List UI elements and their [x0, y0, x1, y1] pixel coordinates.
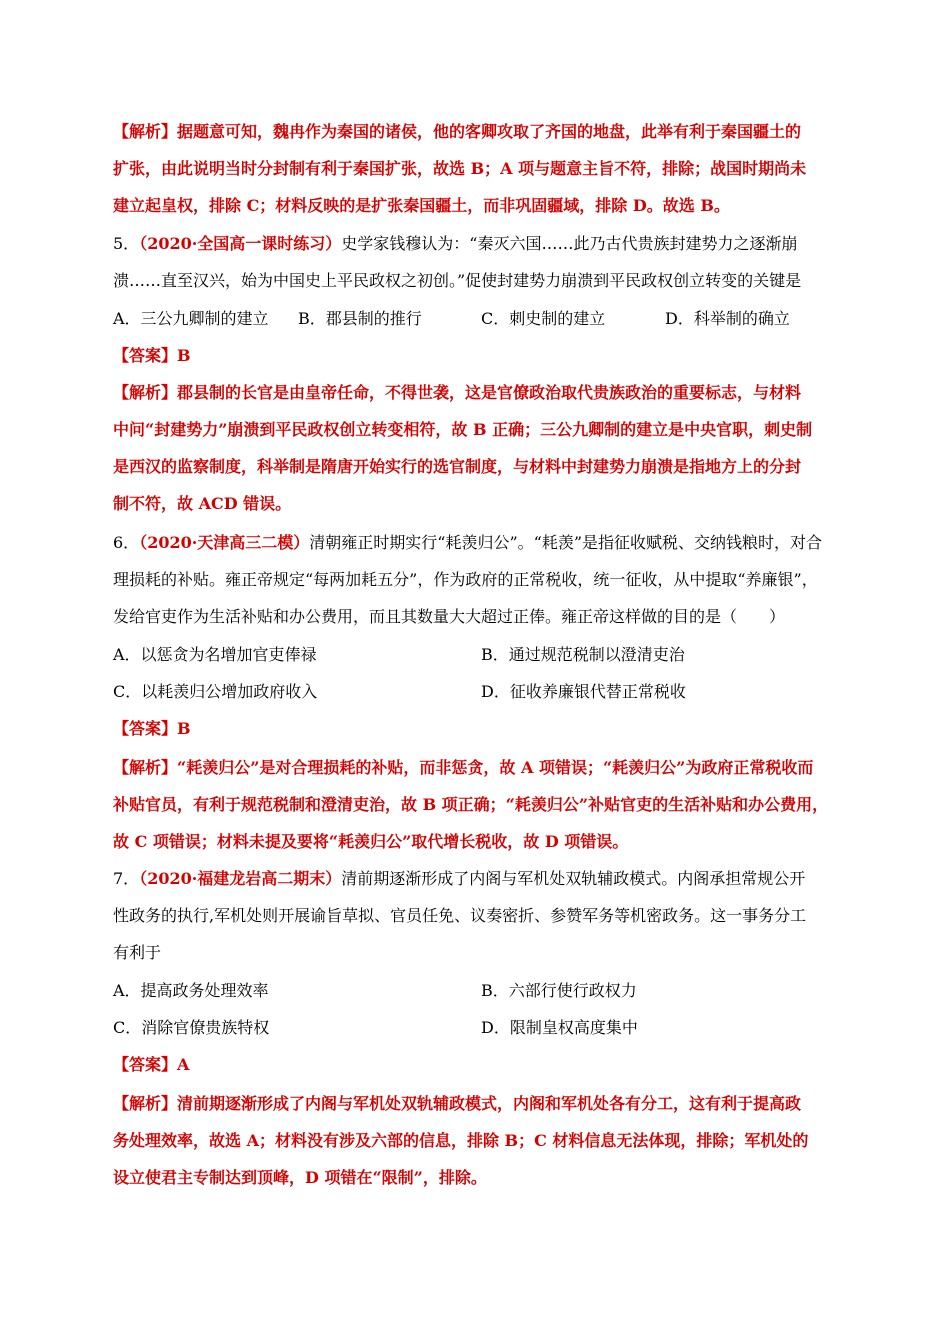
answer-7 [113, 1046, 839, 1083]
answer-value: B [177, 719, 191, 738]
question-5-options [113, 300, 839, 337]
analysis-label: 【解析】 [113, 758, 178, 777]
option-d[interactable]: D．限制皇权高度集中 [481, 1018, 638, 1037]
question-source: （2020·全国高一课时练习） [139, 234, 342, 253]
question-number: 6． [113, 533, 140, 552]
option-d[interactable]: D．科举制的确立 [665, 309, 790, 328]
analysis-line: 【解析】据题意可知，魏冉作为秦国的诸侯，他的客卿攻取了齐国的地盘，此举有利于秦国疆土的 [113, 122, 802, 141]
answer-6 [113, 710, 839, 747]
option-b[interactable]: B．通过规范税制以澄清吏治 [481, 645, 685, 664]
question-6-options-row2 [113, 673, 839, 710]
answer-value: B [177, 346, 191, 365]
question-number: 7． [113, 869, 140, 888]
option-b[interactable]: B．郡县制的推行 [298, 309, 422, 328]
option-a[interactable]: A．以惩贪为名增加官吏俸禄 [113, 645, 317, 664]
answer-value: A [177, 1055, 190, 1074]
analysis-6: 【解析】“耗羡归公”是对合理损耗的补贴，而非惩贪，故 A 项错误；“耗羡归公”为政府正常税收而 补贴官员，有利于规范税制和澄清吏治，故 B 项正确；“耗羡归公”补贴官吏的生活补贴和办公费用， 故 C 项错误；材料未提及要将“耗羡归公”取代增长税收，故 D 项错误。 [113, 758, 829, 851]
analysis-block-prev [113, 113, 839, 224]
answer-label: 【答案】 [113, 1055, 178, 1074]
option-d[interactable]: D．征收养廉银代替正常税收 [481, 682, 686, 701]
option-c[interactable]: C．以耗羡归公增加政府收入 [113, 682, 318, 701]
analysis-label: 【解析】 [113, 383, 178, 402]
question-7-options-row1 [113, 972, 839, 1009]
question-5: 5．（2020·全国高一课时练习）史学家钱穆认为：“秦灭六国……此乃古代贵族封建势力之逐渐崩 溃……直至汉兴，始为中国史上平民政权之初创。”促使封建势力崩溃到平民政权创立转变的关键是 [113, 234, 802, 290]
analysis-5: 【解析】郡县制的长官是由皇帝任命，不得世袭，这是官僚政治取代贵族政治的重要标志，与材料 中问“封建势力”崩溃到平民政权创立转变相符，故 B 正确；三公九卿制的建立是中央官职，刺史制 是西汉的监察制度，科举制是隋唐开始实行的选官制度，与材料中封建势力崩溃是指地方上的分封 制不符，故 ACD 错误。 [113, 383, 813, 513]
answer-5 [113, 337, 839, 374]
analysis-label: 【解析】 [113, 122, 178, 141]
analysis-label: 【解析】 [113, 1094, 178, 1113]
analysis-line: 扩张，由此说明当时分封制有利于秦国扩张，故选 B；A 项与题意主旨不符，排除；战国时期尚未 [113, 159, 807, 178]
question-source: （2020·天津高三二模） [139, 533, 310, 552]
question-source: （2020·福建龙岩高二期末） [139, 869, 342, 888]
option-a[interactable]: A．提高政务处理效率 [113, 981, 269, 1000]
option-b[interactable]: B．六部行使行政权力 [481, 981, 637, 1000]
analysis-line: 建立起皇权，排除 C；材料反映的是扩张秦国疆土，而非巩固疆域，排除 D。故选 B。 [113, 196, 730, 215]
question-7-options-row2 [113, 1009, 839, 1046]
question-number: 5． [113, 234, 140, 253]
option-c[interactable]: C．刺史制的建立 [481, 309, 606, 328]
question-6: 6．（2020·天津高三二模）清朝雍正时期实行“耗羡归公”。“耗羡”是指征收赋税、交纳钱粮时，对合 理损耗的补贴。雍正帝规定“每两加耗五分”，作为政府的正常税收，统一征收，从中提取“养廉银”， 发给官吏作为生活补贴和办公费用，而且其数量大大超过正俸。雍正帝这样做的目的是（ ） [113, 533, 823, 626]
answer-label: 【答案】 [113, 719, 178, 738]
answer-label: 【答案】 [113, 346, 178, 365]
option-a[interactable]: A．三公九卿制的建立 [113, 309, 269, 328]
analysis-7: 【解析】清前期逐渐形成了内阁与军机处双轨辅政模式，内阁和军机处各有分工，这有利于提高政 务处理效率，故选 A；材料没有涉及六部的信息，排除 B；C 材料信息无法体现，排除；军机处的 设立使君主专制达到顶峰，D 项错在“限制”，排除。 [113, 1094, 809, 1187]
question-6-options-row1 [113, 636, 839, 673]
option-c[interactable]: C．消除官僚贵族特权 [113, 1018, 270, 1037]
question-7: 7．（2020·福建龙岩高二期末）清前期逐渐形成了内阁与军机处双轨辅政模式。内阁承担常规公开 性政务的执行,军机处则开展谕旨草拟、官员任免、议奏密折、参赞军务等机密政务。这一事务分工 有利于 [113, 869, 807, 962]
